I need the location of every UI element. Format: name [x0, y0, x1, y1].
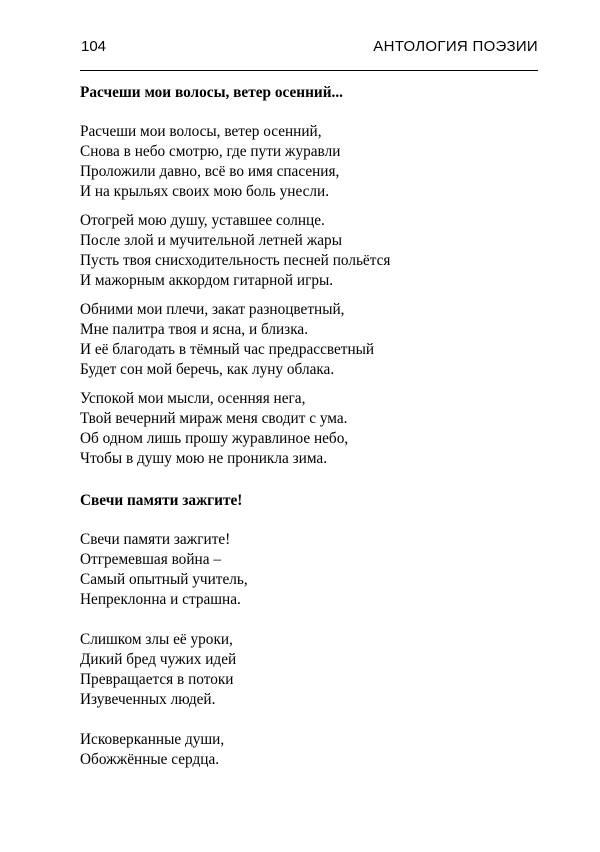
poem-line: И её благодать в тёмный час предрассветный: [80, 341, 375, 358]
stanza: [80, 122, 550, 202]
poem-title: Свечи памяти зажгите!: [80, 492, 243, 509]
poem-line: Изувеченных людей.: [80, 691, 216, 708]
poem-line: Расчеши мои волосы, ветер осенний,: [80, 123, 322, 140]
poem-line: Об одном лишь прошу журавлиное небо,: [80, 430, 349, 447]
poem-line: Исковерканные души,: [80, 731, 225, 748]
poem-line: Будет сон мой беречь, как луну облака.: [80, 361, 335, 378]
poem-line: Непреклонна и страшна.: [80, 591, 241, 608]
poem-line: Чтобы в душу мою не проникла зима.: [80, 450, 328, 467]
poem: [80, 83, 550, 469]
poem-title: Расчеши мои волосы, ветер осенний...: [80, 84, 343, 101]
poem-line: Свечи памяти зажгите!: [80, 531, 231, 548]
poem-line: Отогрей мою душу, уставшее солнце.: [80, 212, 325, 229]
poem-line: Отгремевшая война –: [80, 551, 221, 568]
poem-line: Слишком злы её уроки,: [80, 631, 233, 648]
poem-line: И на крыльях своих мою боль унесли.: [80, 183, 330, 200]
stanza: [80, 530, 550, 610]
poem: [80, 491, 550, 770]
page-content: [80, 83, 550, 770]
poem-line: Пусть твоя снисходительность песней польётся: [80, 252, 391, 269]
poem-line: И мажорным аккордом гитарной игры.: [80, 272, 334, 289]
running-title: АНТОЛОГИЯ ПОЭЗИИ: [373, 38, 538, 55]
poem-line: Снова в небо смотрю, где пути журавли: [80, 143, 341, 160]
poem-line: Твой вечерний мираж меня сводит с ума.: [80, 410, 348, 427]
poem-line: Успокой мои мысли, осенняя нега,: [80, 390, 306, 407]
page-header: [80, 30, 538, 71]
poem-line: Мне палитра твоя и ясна, и близка.: [80, 321, 309, 338]
page-number: 104: [81, 38, 107, 55]
poem-line: Самый опытный учитель,: [80, 571, 248, 588]
poem-line: Дикий бред чужих идей: [80, 651, 237, 668]
stanza: [80, 630, 550, 710]
stanza: [80, 300, 550, 380]
poem-line: После злой и мучительной летней жары: [80, 232, 342, 249]
poem-line: Превращается в потоки: [80, 671, 234, 688]
poem-line: Обними мои плечи, закат разноцветный,: [80, 301, 345, 318]
stanza: [80, 389, 550, 469]
poem-line: Проложили давно, всё во имя спасения,: [80, 163, 340, 180]
stanza: [80, 730, 550, 770]
stanza: [80, 211, 550, 291]
poem-line: Обожжённые сердца.: [80, 751, 220, 768]
